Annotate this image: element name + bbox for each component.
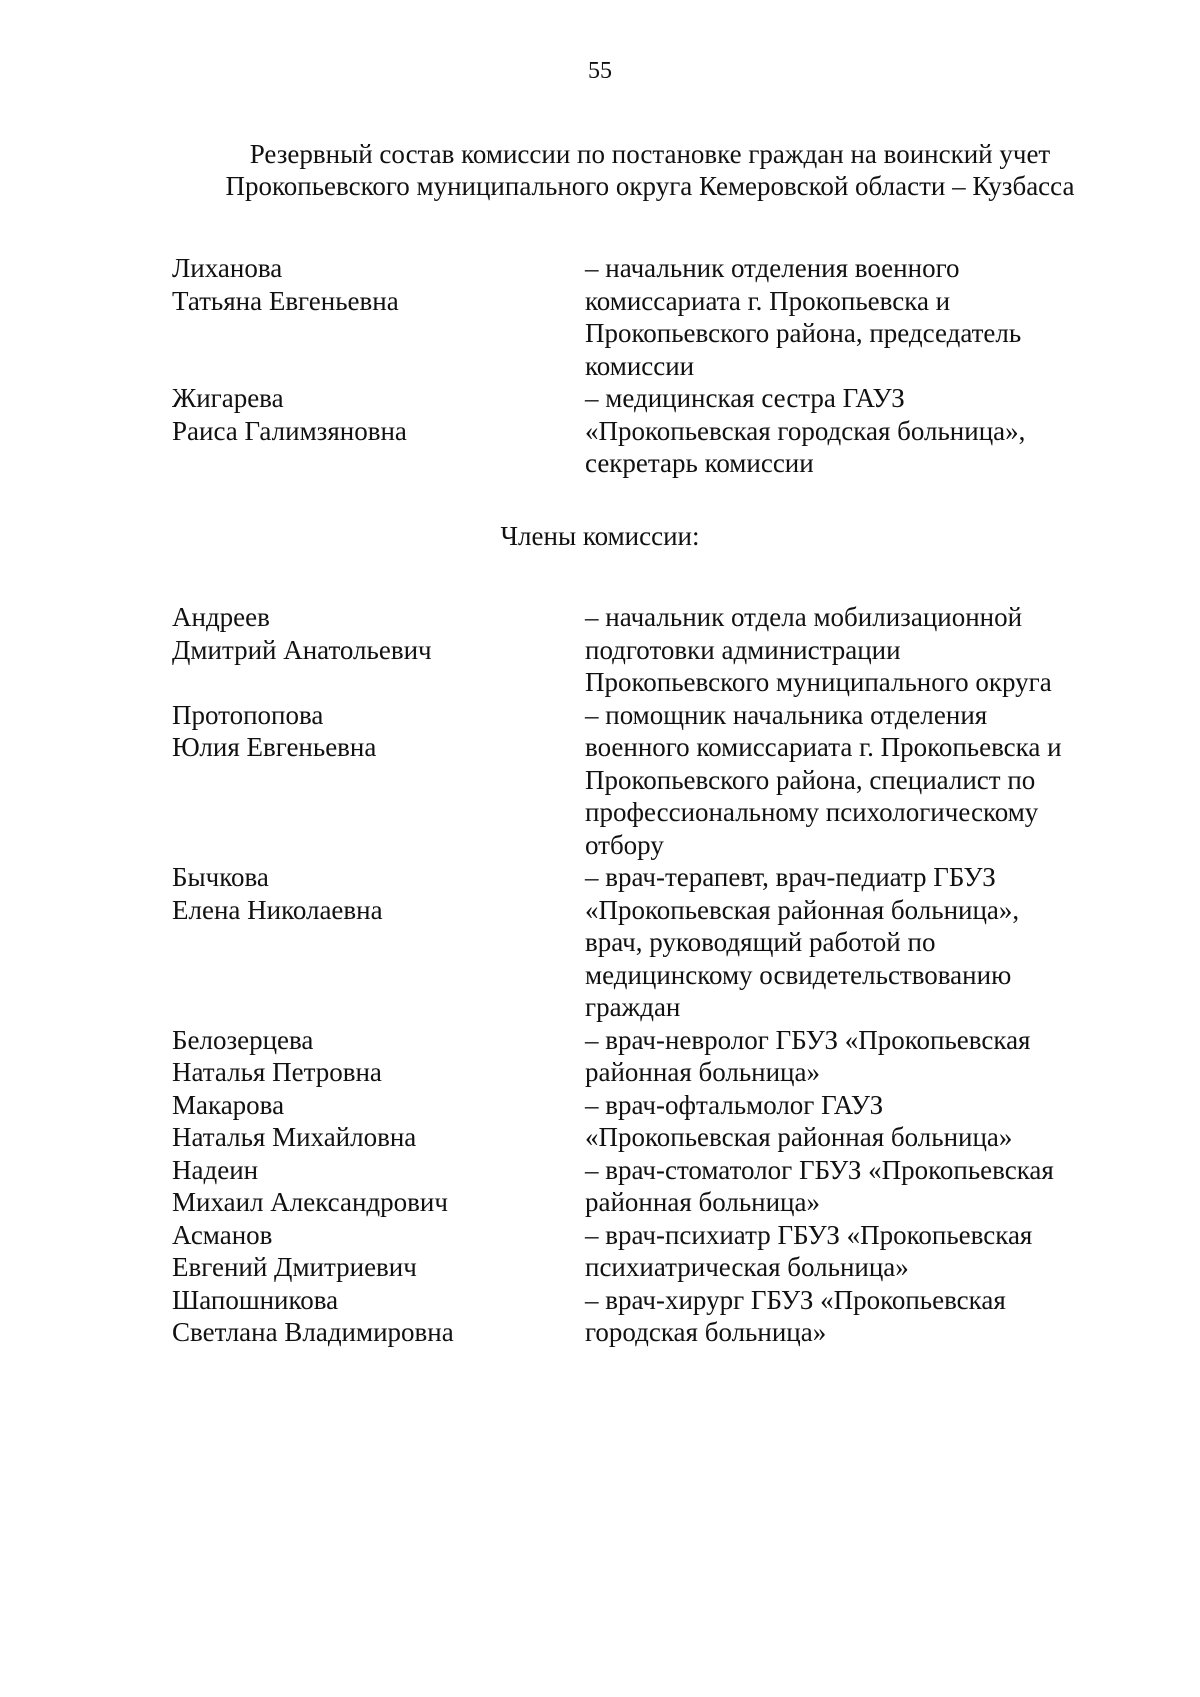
roster-entry <box>172 699 1132 862</box>
leadership-list <box>172 252 1132 480</box>
person-role <box>585 601 1105 699</box>
roster-entry <box>172 861 1132 1024</box>
person-role <box>585 252 1105 382</box>
person-given-names: Татьяна Евгеньевна <box>172 285 399 316</box>
person-name <box>172 382 585 480</box>
role-line: – врач-хирург ГБУЗ «Прокопьевская <box>585 1284 1006 1315</box>
roster-entry <box>172 1219 1132 1284</box>
person-given-names: Раиса Галимзяновна <box>172 415 407 446</box>
person-surname: Бычкова <box>172 862 269 892</box>
person-role <box>585 861 1105 1024</box>
person-name <box>172 1284 585 1349</box>
page-number: 55 <box>588 58 612 84</box>
role-line: городская больница» <box>585 1317 827 1347</box>
role-line: – врач-невролог ГБУЗ «Прокопьевская <box>585 1024 1031 1055</box>
person-role <box>585 1154 1105 1219</box>
role-line: «Прокопьевская городская больница», <box>585 415 1026 446</box>
role-line: – начальник отдела мобилизационной <box>585 602 1023 632</box>
role-line: военного комиссариата г. Прокопьевска и <box>585 732 1062 762</box>
person-name <box>172 601 585 699</box>
roster-entry <box>172 382 1132 480</box>
role-line: подготовки администрации <box>585 634 901 665</box>
role-line: Прокопьевского района, председатель <box>585 318 1022 348</box>
person-role <box>585 382 1105 480</box>
document-title-line-1: Резервный состав комиссии по постановке граждан на воинский учет <box>249 139 1051 169</box>
roster-entry <box>172 1154 1132 1219</box>
role-line: Прокопьевского района, специалист по <box>585 764 1036 795</box>
members-list <box>172 601 1132 1349</box>
person-given-names: Светлана Владимировна <box>172 1317 454 1347</box>
person-surname: Жигарева <box>172 383 284 413</box>
roster-entry <box>172 1089 1132 1154</box>
role-line: граждан <box>585 992 681 1022</box>
role-line: отбору <box>585 829 664 860</box>
person-name <box>172 1024 585 1089</box>
role-line: «Прокопьевская районная больница» <box>585 1122 1013 1152</box>
person-role <box>585 1284 1105 1349</box>
person-given-names: Елена Николаевна <box>172 894 383 925</box>
roster-entry <box>172 601 1132 699</box>
person-surname: Макарова <box>172 1089 285 1120</box>
person-role <box>585 699 1105 862</box>
role-line: – врач-психиатр ГБУЗ «Прокопьевская <box>585 1219 1033 1250</box>
person-surname: Асманов <box>172 1219 273 1250</box>
role-line: районная больница» <box>585 1187 820 1217</box>
document-title-line-2: Прокопьевского муниципального округа Кемеровской области – Кузбасса <box>225 171 1075 201</box>
person-name <box>172 252 585 382</box>
roster-entry <box>172 1284 1132 1349</box>
person-given-names: Наталья Петровна <box>172 1057 382 1087</box>
members-heading: Члены комиссии: <box>500 521 700 551</box>
person-surname: Лиханова <box>172 253 283 283</box>
person-name <box>172 861 585 1024</box>
person-role <box>585 1024 1105 1089</box>
role-line: – врач-терапевт, врач-педиатр ГБУЗ <box>585 862 996 892</box>
person-given-names: Юлия Евгеньевна <box>172 732 377 762</box>
role-line: комиссариата г. Прокопьевска и <box>585 285 951 316</box>
person-surname: Андреев <box>172 602 270 632</box>
person-name <box>172 1219 585 1284</box>
role-line: – помощник начальника отделения <box>585 699 988 730</box>
person-surname: Протопопова <box>172 699 324 730</box>
role-line: медицинскому освидетельствованию <box>585 959 1012 990</box>
role-line: районная больница» <box>585 1057 820 1087</box>
person-name <box>172 1154 585 1219</box>
document-title <box>170 138 1130 202</box>
role-line: – медицинская сестра ГАУЗ <box>585 383 905 413</box>
person-given-names: Наталья Михайловна <box>172 1122 417 1152</box>
role-line: Прокопьевского муниципального округа <box>585 667 1052 697</box>
role-line: «Прокопьевская районная больница», <box>585 894 1020 925</box>
person-surname: Белозерцева <box>172 1024 314 1055</box>
role-line: – начальник отделения военного <box>585 253 960 283</box>
person-role <box>585 1089 1105 1154</box>
role-line: – врач-офтальмолог ГАУЗ <box>585 1089 884 1120</box>
person-name <box>172 699 585 862</box>
person-surname: Шапошникова <box>172 1284 339 1315</box>
role-line: врач, руководящий работой по <box>585 927 936 957</box>
role-line: секретарь комиссии <box>585 448 814 478</box>
person-name <box>172 1089 585 1154</box>
role-line: психиатрическая больница» <box>585 1252 909 1282</box>
roster-entry <box>172 252 1132 382</box>
person-given-names: Дмитрий Анатольевич <box>172 634 432 665</box>
role-line: – врач-стоматолог ГБУЗ «Прокопьевская <box>585 1154 1054 1185</box>
person-role <box>585 1219 1105 1284</box>
roster-entry <box>172 1024 1132 1089</box>
person-given-names: Михаил Александрович <box>172 1187 448 1217</box>
person-surname: Надеин <box>172 1154 259 1185</box>
role-line: профессиональному психологическому <box>585 797 1039 827</box>
person-given-names: Евгений Дмитриевич <box>172 1252 417 1282</box>
role-line: комиссии <box>585 350 695 381</box>
